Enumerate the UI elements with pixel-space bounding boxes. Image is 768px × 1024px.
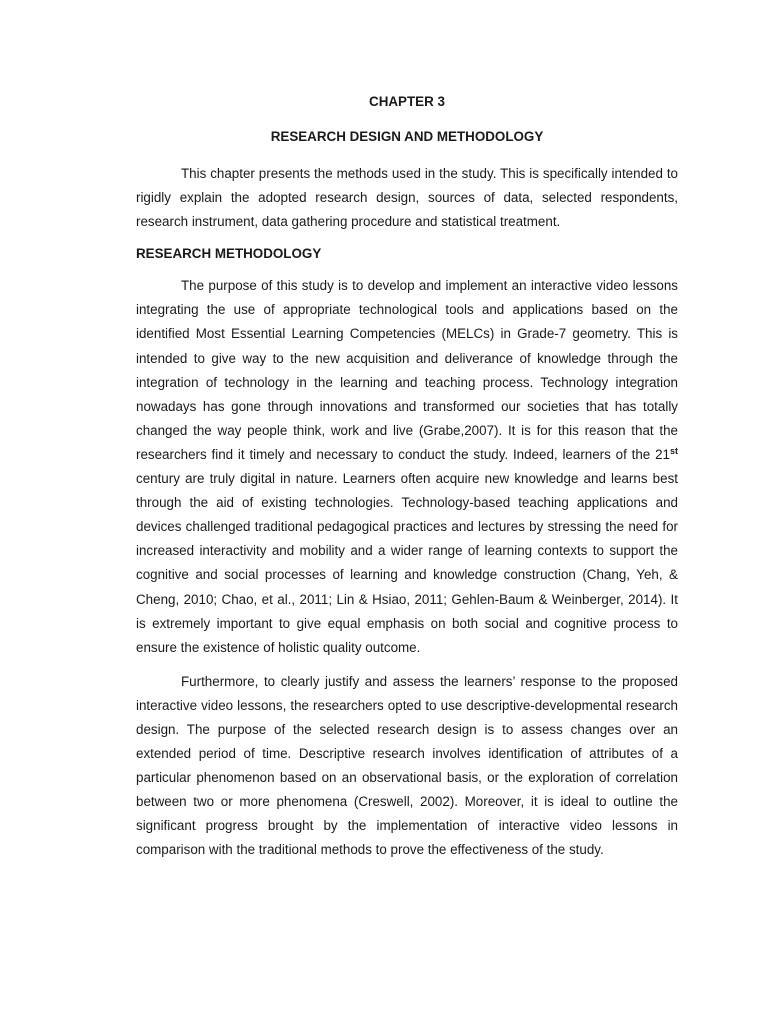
methodology-paragraph-text-1: The purpose of this study is to develop and implement an interactive video lessons integrating the use of appropriate technological tools and applications based on the identified Most Essential Learning Competencies (MELCs) in Grade-7 geometry. This is intended to give way to the new acquisition and deliverance of knowledge through the integration of technology in the learning and teaching process. Technology integration nowadays has gone through innovations and transformed our societies that has totally changed the way people think, work and live (Grabe,2007). It is for this reason that the researchers find it timely and necessary to conduct the study. Indeed, learners of the 21 [136, 278, 678, 462]
chapter-subtitle: RESEARCH DESIGN AND METHODOLOGY [270, 129, 544, 144]
research-design-paragraph: Furthermore, to clearly justify and assess the learners’ response to the proposed interactive video lessons, the researchers opted to use descriptive-developmental research design. The purpose of the selected research design is to assess changes over an extended period of time. Descriptive research involves identification of attributes of a particular phenomenon based on an observational basis, or the exploration of correlation between two or more phenomena (Creswell, 2002). Moreover, it is ideal to outline the significant progress brought by the implementation of interactive video lessons in comparison with the traditional methods to prove the effectiveness of the study. [136, 673, 678, 858]
section-heading-research-methodology: RESEARCH METHODOLOGY [136, 246, 322, 262]
document-body [136, 92, 678, 863]
methodology-paragraph [136, 274, 678, 660]
methodology-paragraph-text-2: century are truly digital in nature. Learners often acquire new knowledge and learns best through the aid of existing technologies. Technology-based teaching applications and devices challenged traditional pedagogical practices and lectures by stressing the need for increased interactivity and mobility and a wider range of learning contexts to support the cognitive and social processes of learning and knowledge construction (Chang, Yeh, & Cheng, 2010; Chao, et al., 2011; Lin & Hsiao, 2011; Gehlen-Baum & Weinberger, 2014). It is extremely important to give equal emphasis on both social and cognitive process to ensure the existence of holistic quality outcome. [136, 471, 678, 655]
intro-paragraph: This chapter presents the methods used in the study. This is specifically intended to rigidly explain the adopted research design, sources of data, selected respondents, research instrument, data gathering procedure and statistical treatment. [136, 166, 678, 230]
ordinal-superscript: st [669, 445, 678, 456]
chapter-title: CHAPTER 3 [369, 94, 445, 109]
